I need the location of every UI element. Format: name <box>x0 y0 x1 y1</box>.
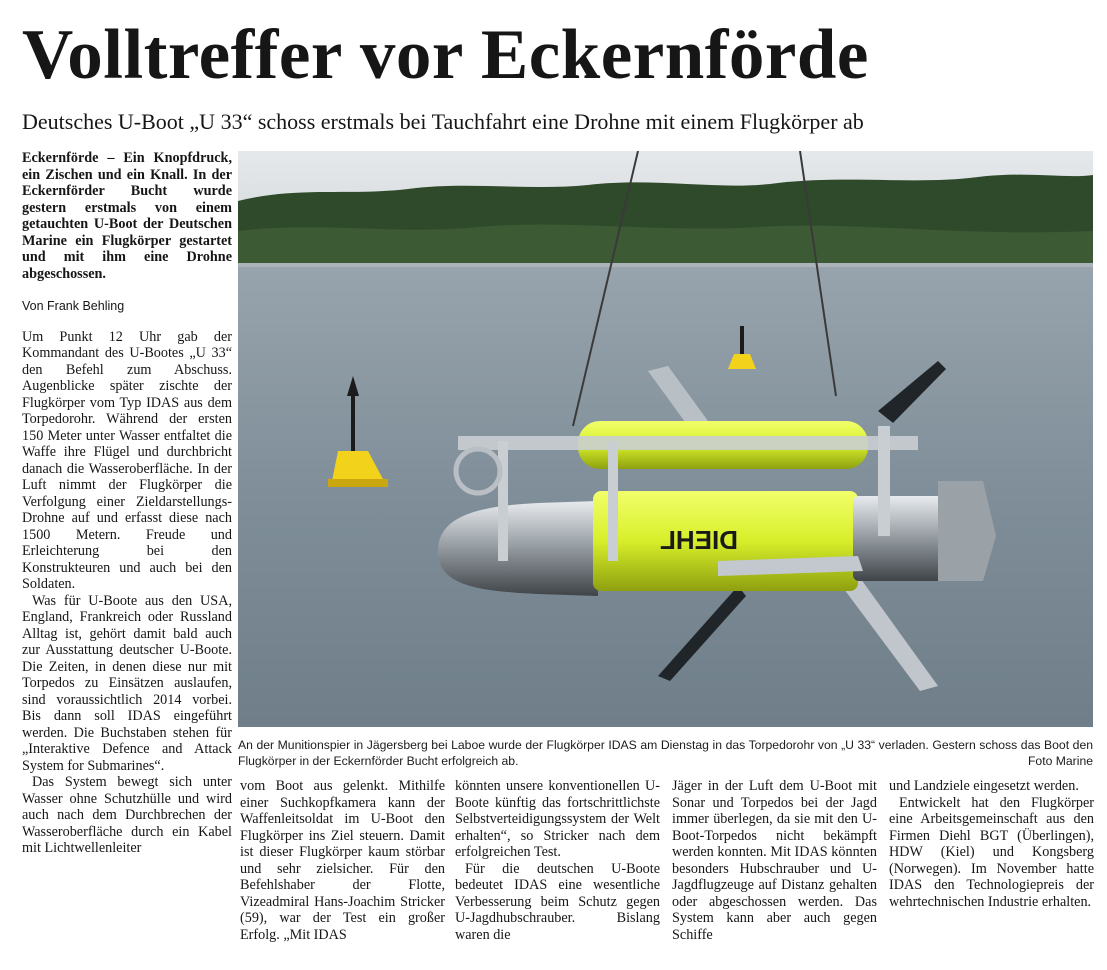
byline: Von Frank Behling <box>22 299 125 313</box>
paragraph: könnten unsere konventionellen U-Boote künftig das fortschrittlichste Selbstverteidigungssystem der Welt erhalten“, so Stricker nach dem erfolgreichen Test. <box>455 778 660 860</box>
body-text-column-1 <box>22 329 232 857</box>
article-column-4 <box>672 778 877 943</box>
paragraph: Um Punkt 12 Uhr gab der Kommandant des U-Bootes „U 33“ den Befehl zum Abschuss. Augenblicke später zischte der Flugkörper vom Typ IDAS aus dem Torpedorohr. Während der ersten 150 Meter unter Wasser entfaltet die Waffe ihre Flügel und durchbricht danach die Wasseroberfläche. In der Luft nimmt der Flugkörper die Verfolgung einer Zieldarstellungs-Drohne auf und erfasst diese nach 1500 Metern. Freude und Erleichterung bei den Konstrukteuren und auch bei den Soldaten. <box>22 328 232 592</box>
caption-text: An der Munitionspier in Jägersberg bei Laboe wurde der Flugkörper IDAS am Dienstag in das Torpedorohr von „U 33“ verladen. Gestern schoss das Boot den Flugkörper in der Eckernförder Bucht erfolgreich ab. <box>238 738 1093 768</box>
paragraph: Entwickelt hat den Flugkörper eine Arbeitsgemeinschaft aus den Firmen Diehl BGT (Überlingen), HDW (Kiel) und Kongsberg (Norwegen). Im November hatte IDAS den Technologiepreis der wehrtechnischen Industrie erhalten. <box>889 794 1094 910</box>
paragraph: vom Boot aus gelenkt. Mithilfe einer Suchkopfkamera kann der Waffenleitsoldat im U-Boot den Flugkörper ins Ziel steuern. Damit ist dieser Flugkörper kaum störbar und sehr zielsicher. Für den Befehlshaber der Flotte, Vizeadmiral Hans-Joachim Stricker (59), war der Test ein großer Erfolg. „Mit IDAS <box>240 778 445 943</box>
article-column-2 <box>240 778 445 943</box>
photo-caption <box>238 738 1093 769</box>
missile-photo <box>238 151 1093 727</box>
paragraph: und Landziele eingesetzt werden. <box>889 778 1079 794</box>
photo-credit: Foto Marine <box>1027 753 1093 768</box>
lead-paragraph <box>22 150 232 282</box>
paragraph: Das System bewegt sich unter Wasser ohne Schutzhülle und wird auch nach dem Durchbrechen der Wasseroberfläche durch ein Kabel mit Lichtwellenleiter <box>22 774 232 856</box>
article-column-3 <box>455 778 660 943</box>
article-column-5 <box>889 778 1094 910</box>
paragraph: Jäger in der Luft dem U-Boot mit Sonar und Torpedos bei der Jagd immer überlegen, da sie mit den U-Boot-Torpedos nicht bekämpft werden konnten. Mit IDAS könnten besonders Hubschrauber und U-Jagdflugzeuge auf Distanz gehalten oder abgeschossen werden. Das System kann aber auch gegen Schiffe <box>672 778 877 943</box>
paragraph: Für die deutschen U-Boote bedeutet IDAS eine wesentliche Verbesserung beim Schutz gegen U-Jagdhubschrauber. Bislang waren die <box>455 860 660 943</box>
paragraph: Was für U-Boote aus den USA, England, Frankreich oder Russland Alltag ist, gehört damit bald auch zur Ausstattung deutscher U-Boote. Die Zeiten, in denen diese nur mit Torpedos zu Einsätzen auslaufen, sind voraussichtlich 2014 vorbei. Bis dann soll IDAS eingeführt werden. Die Buchstaben stehen für „Interaktive Defence and Attack System for Submarines“. <box>22 592 232 774</box>
headline: Volltreffer vor Eckernförde <box>22 16 869 94</box>
lead-text: Eckernförde – Ein Knopfdruck, ein Zischen und ein Knall. In der Eckernförder Bucht wurde gestern erstmals von einem getauchten U-Boot der Deutschen Marine ein Flugkörper gestartet und mit ihm eine Drohne abgeschossen. <box>22 150 232 282</box>
article-column-1 <box>22 150 232 857</box>
subheadline: Deutsches U-Boot „U 33“ schoss erstmals bei Tauchfahrt eine Drohne mit einem Flugkörper ab <box>22 109 864 134</box>
missile-marking: DIEHL <box>660 525 738 555</box>
